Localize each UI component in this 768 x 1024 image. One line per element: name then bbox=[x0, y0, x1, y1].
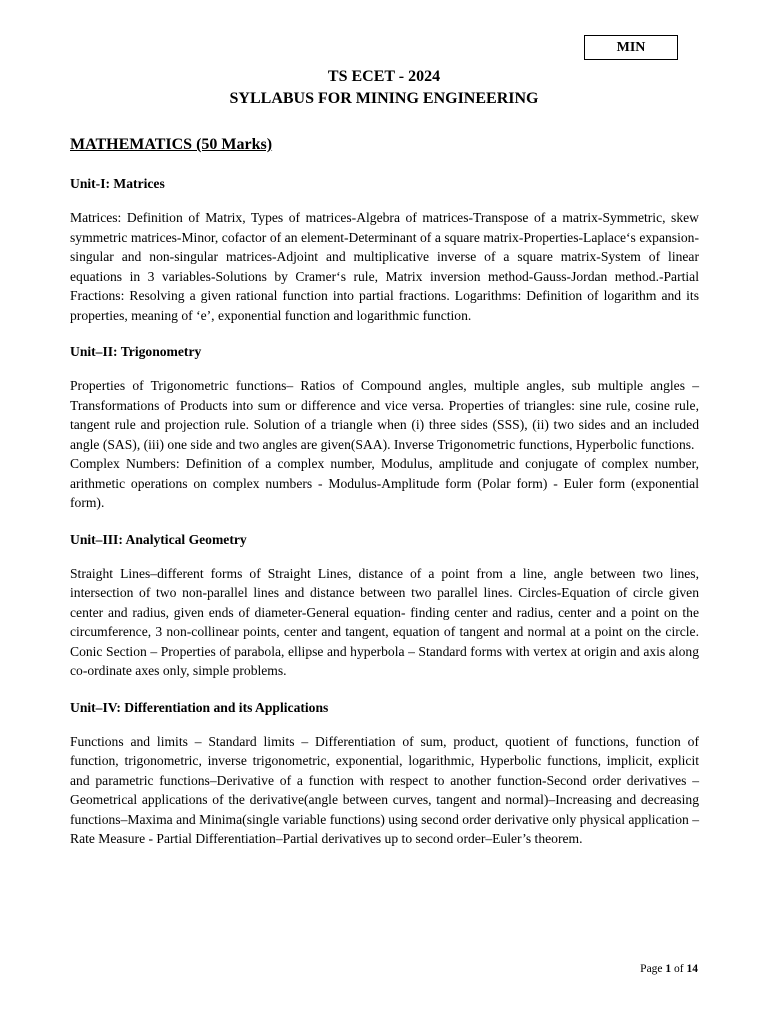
unit-paragraph: Matrices: Definition of Matrix, Types of matrices-Algebra of matrices-Transpose of a matrix-Symmetric, skew symmetric matrices-Minor, cofactor of an element-Determinant of a square matrix-Properties-Laplace‘s expansion-singular and non-singular matrices-Adjoint and multiplicative inverse of a square matrix-System of linear equations in 3 variables-Solutions by Cramer‘s rule, Matrix inversion method-Gauss-Jordan method.-Partial Fractions: Resolving a given rational function into partial fractions. Logarithms: Definition of logarithm and its properties, meaning of ‘e’, exponential function and logarithmic function. bbox=[70, 210, 699, 323]
syllabus-content bbox=[70, 134, 699, 866]
section-title: MATHEMATICS (50 Marks) bbox=[70, 136, 273, 153]
unit-heading: Unit–II: Trigonometry bbox=[70, 344, 202, 359]
page-label: Page bbox=[640, 963, 663, 975]
unit-block-2 bbox=[70, 342, 699, 513]
page-number bbox=[640, 963, 698, 975]
unit-block-4 bbox=[70, 698, 699, 849]
unit-paragraph: Properties of Trigonometric functions– Ratios of Compound angles, multiple angles, sub multiple angles – Transformations of Products into sum or difference and vice versa. Properties of triangles: sine rule, cosine rule, tangent rule and projection rule. Solution of a triangle when (i) three sides (SSS), (ii) two sides and an included angle (SAS), (iii) one side and two angles are given(SAA). Inverse Trigonometric functions, Hyperbolic functions. bbox=[70, 378, 699, 452]
unit-heading: Unit–IV: Differentiation and its Applications bbox=[70, 699, 329, 715]
unit-paragraph: Complex Numbers: Definition of a complex number, Modulus, amplitude and conjugate of complex number, arithmetic operations on complex numbers - Modulus-Amplitude form (Polar form) - Euler form (exponential form). bbox=[70, 456, 699, 510]
page-current: 1 bbox=[665, 963, 672, 975]
unit-block-3 bbox=[70, 530, 699, 681]
exam-title: TS ECET - 2024 bbox=[327, 68, 441, 85]
unit-block-1 bbox=[70, 174, 699, 325]
syllabus-title: SYLLABUS FOR MINING ENGINEERING bbox=[229, 90, 539, 107]
unit-heading: Unit–III: Analytical Geometry bbox=[70, 531, 247, 547]
unit-heading: Unit-I: Matrices bbox=[70, 176, 165, 191]
unit-paragraph: Functions and limits – Standard limits – Differentiation of sum, product, quotient of functions, function of function, trigonometric, inverse trigonometric, exponential, logarithmic, Hyperbolic functions, implicit, explicit and parametric functions–Derivative of a function with respect to another function-Second order derivatives – Geometrical applications of the derivative(angle between curves, tangent and normal)–Increasing and decreasing functions–Maxima and Minima(single variable functions) using second order derivative only physical application – Rate Measure - Partial Differentiation–Partial derivatives up to second order–Euler’s theorem. bbox=[70, 733, 699, 846]
page-total: 14 bbox=[686, 963, 698, 975]
branch-code-box: MIN bbox=[584, 35, 678, 60]
of-label: of bbox=[674, 963, 684, 975]
unit-paragraph: Straight Lines–different forms of Straight Lines, distance of a point from a line, angle between two lines, intersection of two non-parallel lines and distance between two parallel lines. Circles-Equation of circle given center and radius, given ends of diameter-General equation- finding center and radius, center and a point on the circumference, 3 non-collinear points, center and tangent, equation of tangent and normal at a point on the circle. Conic Section – Properties of parabola, ellipse and hyperbola – Standard forms with vertex at origin and axis along co-ordinate axes only, simple problems. bbox=[70, 565, 699, 678]
